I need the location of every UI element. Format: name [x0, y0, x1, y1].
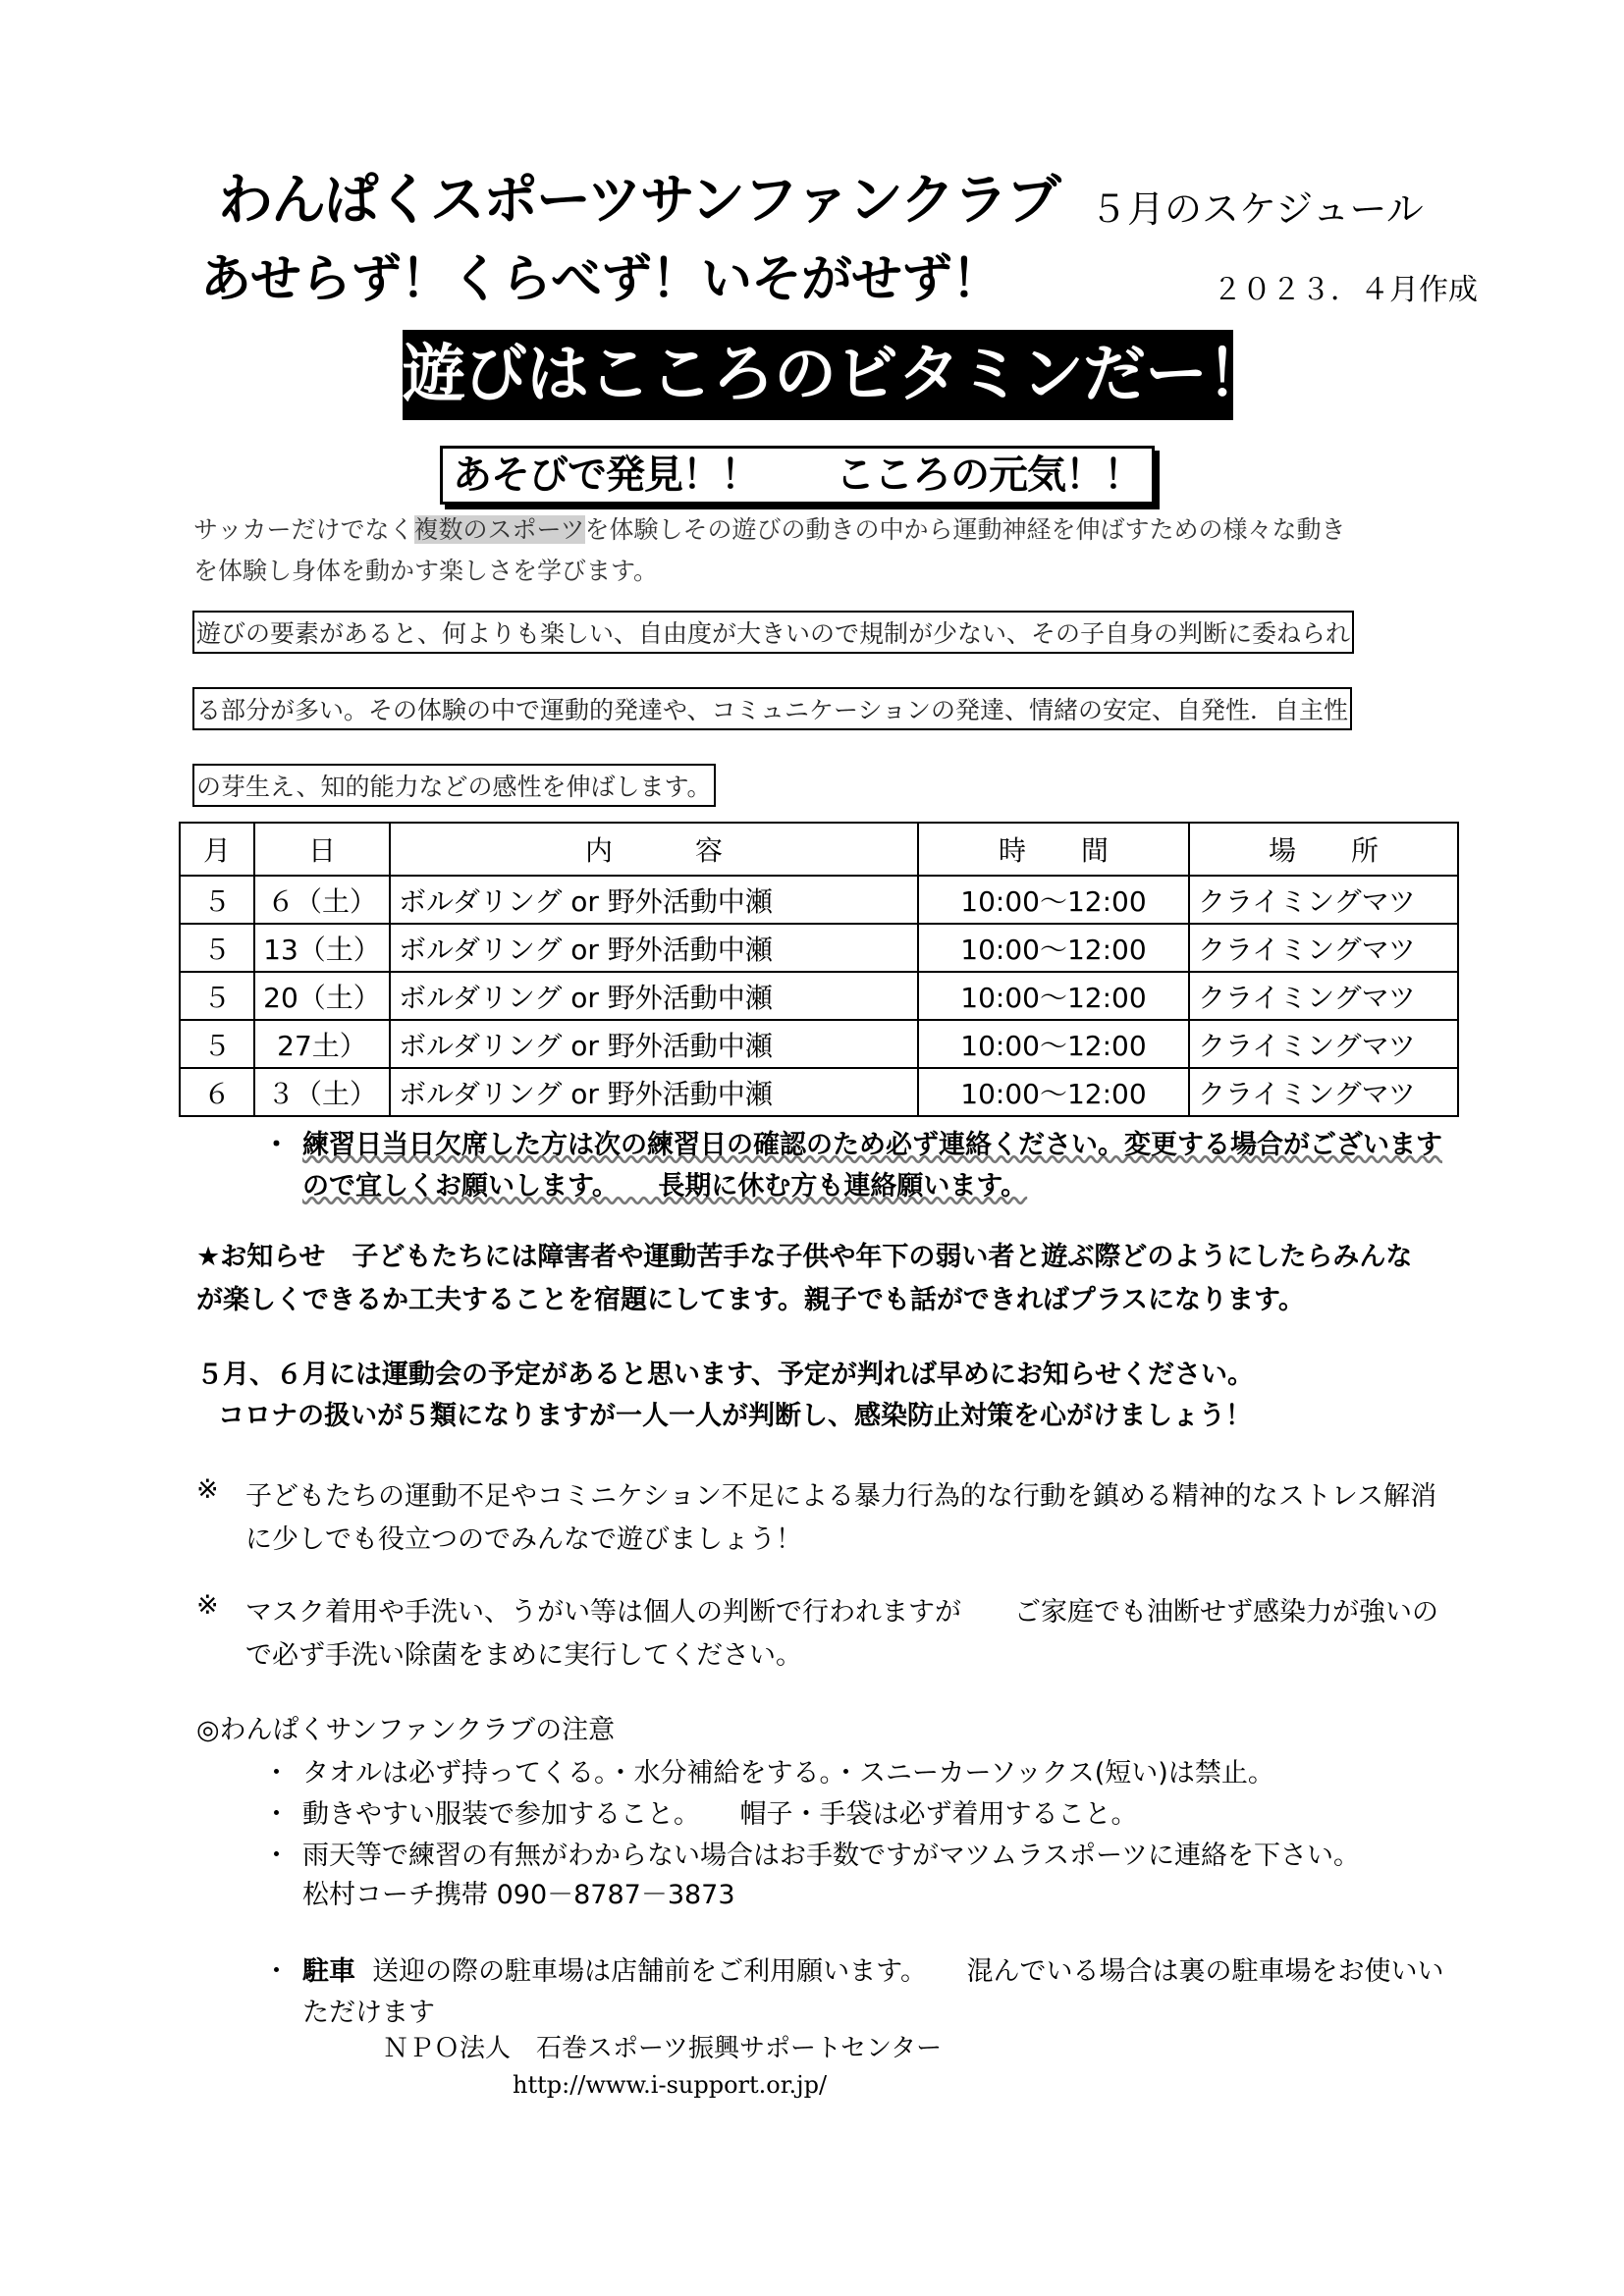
attendance-note-line-2: ので宜しくお願いします。 長期に休む方も連絡願います。 — [302, 1171, 1028, 1201]
cell-day: 13（土） — [254, 924, 390, 972]
remark-mark-2: ※ — [196, 1590, 219, 1621]
cell-month: ５ — [180, 876, 254, 924]
cell-place: クライミングマツ — [1189, 972, 1458, 1020]
table-header-row — [180, 823, 1458, 876]
cell-month: ５ — [180, 924, 254, 972]
cell-place: クライミングマツ — [1189, 1020, 1458, 1068]
cell-content: ボルダリング or 野外活動中瀬 — [390, 876, 918, 924]
boxed-line-2: る部分が多い。その体験の中で運動的発達や、コミュニケーションの発達、情緒の安定、自発性．自主性 — [192, 687, 1352, 730]
rule-item-1: タオルは必ず持ってくる。・水分補給をする。・スニーカーソックス(短い)は禁止。 — [302, 1758, 1274, 1789]
cell-place: クライミングマツ — [1189, 1068, 1458, 1116]
cell-content: ボルダリング or 野外活動中瀬 — [390, 1068, 918, 1116]
schedule-label: ５月のスケジュール — [1090, 187, 1424, 231]
club-title: わんぱくスポーツサンファンクラブ — [218, 169, 1059, 233]
notice-line-2: が楽しくできるか工夫することを宿題にしてます。親子でも話ができればプラスになります。 — [196, 1285, 1305, 1315]
parking-line-1 — [302, 1949, 1444, 1988]
intro-line-1 — [193, 510, 1346, 546]
notice-line-1: ★お知らせ 子どもたちには障害者や運動苦手な子供や年下の弱い者と遊ぶ際どのようにしたらみんな — [196, 1242, 1413, 1272]
cell-day: 27土） — [254, 1020, 390, 1068]
cell-time: 10:00～12:00 — [918, 876, 1189, 924]
cell-month: ５ — [180, 1020, 254, 1068]
rules-title: ◎わんぱくサンファンクラブの注意 — [196, 1715, 616, 1745]
parking-line-2: ただけます — [302, 1998, 435, 2028]
cell-content: ボルダリング or 野外活動中瀬 — [390, 924, 918, 972]
cell-month: ６ — [180, 1068, 254, 1116]
remark-mark-1: ※ — [196, 1474, 219, 1505]
cell-day: 20（土） — [254, 972, 390, 1020]
subtitle-box: あそびで発見！！ こころの元気！！ — [440, 446, 1155, 505]
cell-place: クライミングマツ — [1189, 924, 1458, 972]
cell-time: 10:00～12:00 — [918, 972, 1189, 1020]
header-content: 内 容 — [390, 823, 918, 876]
attendance-note-line-1: 練習日当日欠席した方は次の練習日の確認のため必ず連絡ください。変更する場合がございます — [302, 1130, 1442, 1160]
parking-text: 送迎の際の駐車場は店舗前をご利用願います。 混んでいる場合は裏の駐車場をお使いい — [372, 1956, 1444, 1987]
sports-day-line-2: コロナの扱いが５類になりますが一人一人が判断し、感染防止対策を心がけましょう！ — [218, 1401, 1252, 1431]
boxed-line-3: の芽生え、知的能力などの感性を伸ばします。 — [192, 764, 716, 807]
boxed-line-1: 遊びの要素があると、何よりも楽しい、自由度が大きいので規制が少ない、その子自身の判断に委ねられ — [192, 611, 1354, 654]
intro-text-a: サッカーだけでなく — [193, 515, 414, 544]
rule-item-2: 動きやすい服装で参加すること。 帽子・手袋は必ず着用すること。 — [302, 1799, 1138, 1830]
cell-month: ５ — [180, 972, 254, 1020]
header-time: 時 間 — [918, 823, 1189, 876]
remark-2-line-2: で必ず手洗い除菌をまめに実行してください。 — [245, 1640, 802, 1671]
cell-content: ボルダリング or 野外活動中瀬 — [390, 1020, 918, 1068]
table-row — [180, 924, 1458, 972]
cell-time: 10:00～12:00 — [918, 1068, 1189, 1116]
attendance-bullet: ・ — [263, 1130, 290, 1160]
header-place: 場 所 — [1189, 823, 1458, 876]
remark-1-line-2: に少しでも役立つのでみんなで遊びましょう！ — [245, 1524, 802, 1555]
cell-time: 10:00～12:00 — [918, 924, 1189, 972]
table-row — [180, 972, 1458, 1020]
cell-time: 10:00～12:00 — [918, 1020, 1189, 1068]
remark-2-line-1: マスク着用や手洗い、うがい等は個人の判断で行われますが ご家庭でも油断せず感染力が強いの — [245, 1597, 1438, 1628]
remark-1-line-1: 子どもたちの運動不足やコミニケション不足による暴力行為的な行動を鎮める精神的なストレス解消 — [245, 1481, 1437, 1512]
intro-text-b: を体験しその遊びの動きの中から運動神経を伸ばすための様々な動き — [584, 515, 1346, 544]
cell-content: ボルダリング or 野外活動中瀬 — [390, 972, 918, 1020]
header-day: 日 — [254, 823, 390, 876]
sports-day-line-1: ５月、６月には運動会の予定があると思います、予定が判れば早めにお知らせください。 — [196, 1360, 1255, 1390]
rule-bullet: ・ — [263, 1799, 290, 1830]
cell-place: クライミングマツ — [1189, 876, 1458, 924]
rule-bullet: ・ — [263, 1758, 290, 1789]
rule-bullet: ・ — [263, 1956, 290, 1987]
org-url[interactable]: http://www.i-support.or.jp/ — [513, 2071, 828, 2099]
main-banner: 遊びはこころのビタミンだー！ — [403, 330, 1233, 420]
header-month: 月 — [180, 823, 254, 876]
rule-item-3: 雨天等で練習の有無がわからない場合はお手数ですがマツムラスポーツに連絡を下さい。 — [302, 1841, 1361, 1871]
coach-phone: 松村コーチ携帯 090－8787－3873 — [302, 1880, 735, 1910]
table-row — [180, 1020, 1458, 1068]
rule-bullet: ・ — [263, 1841, 290, 1871]
cell-day: ３（土） — [254, 1068, 390, 1116]
schedule-table — [179, 822, 1459, 1117]
table-row — [180, 1068, 1458, 1116]
cell-day: ６（土） — [254, 876, 390, 924]
slogan: あせらず！くらべず！いそがせず！ — [200, 250, 1002, 309]
table-row — [180, 876, 1458, 924]
org-name: ＮＰＯ法人 石巻スポーツ振興サポートセンター — [383, 2034, 943, 2063]
parking-label: 駐車 — [302, 1956, 355, 1987]
created-date: ２０２３．４月作成 — [1213, 273, 1478, 307]
intro-line-2: を体験し身体を動かす楽しさを学びます。 — [193, 557, 659, 585]
intro-highlight: 複数のスポーツ — [413, 515, 585, 544]
